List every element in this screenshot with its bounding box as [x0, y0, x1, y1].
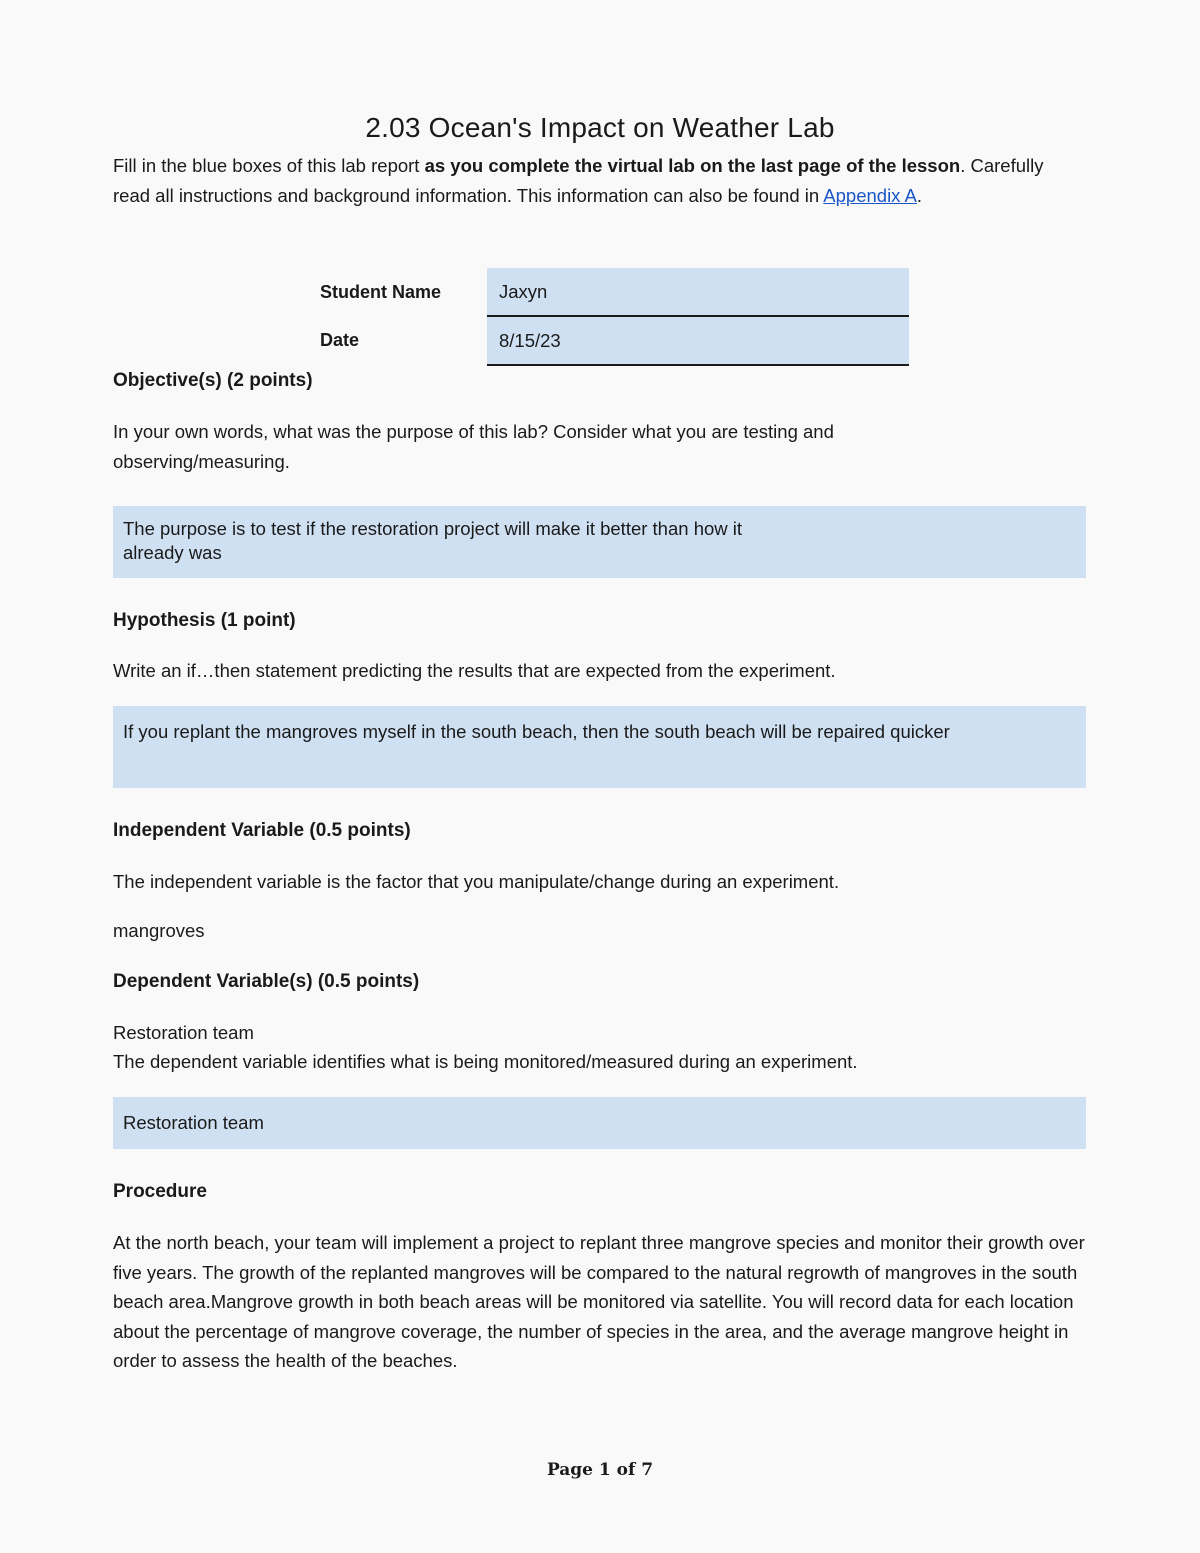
procedure-heading: Procedure [113, 1181, 207, 1202]
intro-text-1: Fill in the blue boxes of this lab report [113, 155, 425, 176]
page-number: Page 1 of 7 [546, 1460, 654, 1480]
intro-bold: as you complete the virtual lab on the last page of the lesson [424, 155, 961, 176]
objective-answer-line-1: The purpose is to test if the restoration project will make it better than how it [123, 518, 743, 539]
objective-prompt: In your own words, what was the purpose of this lab? Consider what you are testing and observing/measuring. [113, 421, 834, 472]
procedure-text: At the north beach, your team will implement a project to replant three mangrove species and monitor their growth over five years. The growth of the replanted mangroves will be compared to the natural regrowth of mangroves in the south beach area.Mangrove growth in both beach areas will be monitored via satellite. You will record data for each location about the percentage of mangrove coverage, the number of species in the area, and the average mangrove height in order to assess the health of the beaches. [113, 1232, 1085, 1371]
date-field[interactable]: 8/15/23 [487, 317, 909, 366]
objective-answer-box[interactable] [113, 506, 1086, 578]
objective-heading: Objective(s) (2 points) [113, 370, 313, 391]
independent-variable-answer[interactable]: mangroves [113, 920, 205, 941]
dependent-variable-answer-box[interactable]: Restoration team [113, 1097, 1086, 1149]
dependent-variable-heading: Dependent Variable(s) (0.5 points) [113, 971, 420, 992]
hypothesis-prompt: Write an if…then statement predicting the results that are expected from the experiment. [113, 660, 836, 681]
intro-text-3: . [916, 184, 923, 206]
intro-paragraph [113, 151, 1073, 210]
objective-answer-line-2: already was [123, 542, 222, 563]
dependent-variable-prompt: The dependent variable identifies what is being monitored/measured during an experiment. [113, 1051, 858, 1072]
student-name-field[interactable]: Jaxyn [487, 268, 909, 317]
page-title: 2.03 Ocean's Impact on Weather Lab [365, 112, 835, 143]
date-label: Date [320, 330, 360, 350]
hypothesis-answer-text: If you replant the mangroves myself in the south beach, then the south beach will be repaired quicker [123, 721, 950, 742]
independent-variable-heading: Independent Variable (0.5 points) [113, 820, 411, 841]
student-name-label: Student Name [320, 282, 442, 302]
hypothesis-answer-box[interactable] [113, 706, 1086, 788]
appendix-a-link[interactable]: Appendix A [823, 184, 917, 206]
independent-variable-prompt: The independent variable is the factor that you manipulate/change during an experiment. [113, 871, 840, 892]
intro-text-2: . Carefully read all instructions and background information. This information can also be found in [113, 155, 1044, 206]
hypothesis-heading: Hypothesis (1 point) [113, 610, 296, 631]
dependent-variable-note: Restoration team [113, 1022, 254, 1043]
